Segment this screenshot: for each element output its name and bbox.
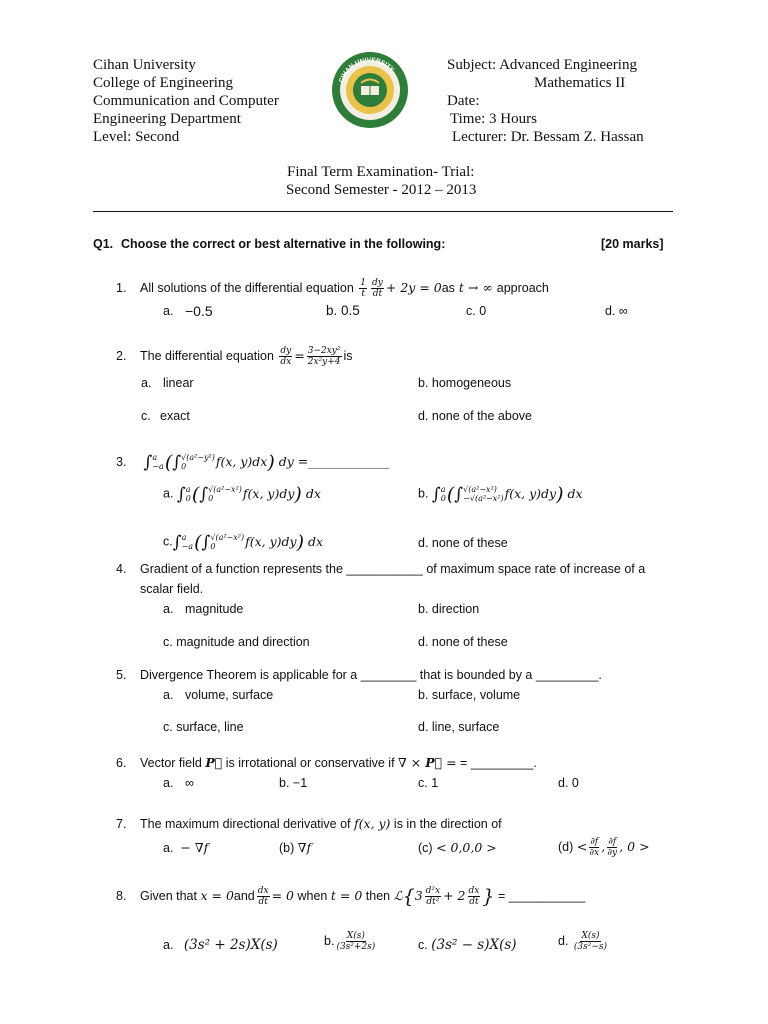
question-text: The differential equation: [140, 348, 274, 363]
option-c[interactable]: c. surface, line: [163, 720, 244, 734]
option-c[interactable]: c. 1: [418, 776, 439, 790]
question-text: All solutions of the differential equation: [140, 280, 354, 295]
question-number: 5.: [116, 668, 127, 682]
math-expression: (3s² + 2s)X(s): [183, 937, 278, 953]
option-b[interactable]: b. direction: [418, 602, 480, 616]
question-7: [116, 816, 502, 831]
date-line: Date:: [447, 93, 480, 109]
question-text-after: approach: [496, 280, 549, 295]
math-integral-expression: ∫ a −a (∫ √(a²−y²) 0 f(x, y)dx) dy: [143, 451, 298, 473]
subject-line: Subject: Advanced Engineering: [447, 57, 637, 73]
option-b[interactable]: [279, 840, 311, 855]
department-line-2: Engineering Department: [93, 111, 241, 127]
university-name: Cihan University: [93, 57, 196, 73]
math-expression: t → ∞: [454, 279, 497, 295]
time-line: Time: 3 Hours: [450, 111, 537, 127]
exam-title: Final Term Examination- Trial:: [287, 164, 475, 180]
option-label: d.: [558, 933, 569, 948]
math-expression: < $\frac{\partial f}{\partial x}$ , $\frac{\partial f}{\partial y}$ , 0 >: [576, 837, 650, 858]
question-8: [116, 886, 585, 907]
option-a[interactable]: [163, 484, 321, 504]
math-fraction: $\frac{1}{t}$: [360, 278, 367, 299]
math-fraction: $\frac{\text{3−2xy²}}{\text{2x²y+4}}$: [307, 346, 341, 367]
question-3: [116, 452, 390, 472]
option-a-value[interactable]: volume, surface: [185, 688, 274, 702]
option-d[interactable]: d. 0: [558, 776, 579, 790]
vector-p: P⃗: [205, 755, 223, 770]
question-number: 7.: [116, 817, 127, 831]
curl-expression: ∇ × P⃗ =: [398, 755, 457, 770]
question-number: 1.: [116, 280, 127, 295]
option-c-value[interactable]: exact: [160, 409, 190, 423]
q1-prompt: Choose the correct or best alternative in the following:: [121, 237, 446, 251]
math-expression: < 0,0,0 >: [436, 840, 497, 855]
option-d[interactable]: d. ∞: [605, 304, 628, 318]
question-text: Gradient of a function represents the ___________ of maximum space rate of increase of a: [140, 562, 646, 576]
option-a[interactable]: [163, 937, 278, 953]
question-text-and: and: [233, 889, 255, 903]
option-label: (b): [279, 841, 295, 855]
question-text-when: when: [297, 889, 328, 903]
option-label: b.: [324, 933, 335, 948]
option-d[interactable]: d. none of these: [418, 635, 508, 649]
header-right: [447, 56, 644, 146]
option-d[interactable]: d. line, surface: [418, 720, 500, 734]
math-fraction: $\frac{dy}{dx}$: [280, 346, 292, 367]
level: Level: Second: [93, 129, 180, 145]
math-integral-expression: ∫ a 0 (∫ √(a²−x²) 0 f(x, y)dy) dx: [176, 483, 321, 505]
option-a-value[interactable]: magnitude: [185, 602, 244, 616]
q1-marks: [20 marks]: [601, 237, 664, 251]
math-fraction: $\frac{X(s)}{\text{(3s²+2s)}}$: [336, 931, 376, 952]
question-text-after: is: [343, 348, 353, 363]
math-fraction: $\frac{X(s)}{\text{(3s²−s)}}$: [573, 931, 608, 952]
question-5: [116, 668, 602, 682]
option-c[interactable]: c. magnitude and direction: [163, 635, 310, 649]
option-a-value[interactable]: ∞: [185, 776, 194, 790]
option-c-label[interactable]: c.: [141, 409, 151, 423]
option-a-label[interactable]: a.: [163, 602, 174, 616]
option-c[interactable]: [418, 840, 497, 855]
question-4: [116, 562, 645, 576]
q1-label: Q1.: [93, 237, 114, 251]
question-6: [116, 755, 537, 770]
option-a-label[interactable]: a.: [141, 376, 152, 390]
question-number: 8.: [116, 889, 127, 903]
option-b[interactable]: b. −1: [279, 776, 308, 790]
option-d[interactable]: d. none of the above: [418, 409, 532, 423]
question-text: Given that: [140, 889, 197, 903]
option-label: c.: [418, 938, 428, 952]
question-text-mid: is irrotational or conservative if: [225, 756, 395, 770]
option-label: a.: [163, 841, 174, 855]
question-text: Divergence Theorem is applicable for a ________ that is bounded by a _________.: [140, 668, 602, 682]
question-2: 2. The differential equation $\frac{dy}{dx}$ = $\frac{\text{3−2xy²}}{\text{2x²y+4}}$ is: [116, 346, 353, 367]
math-fraction: $\frac{dy}{dt}$: [372, 278, 383, 299]
option-d[interactable]: [558, 837, 650, 858]
math-expression: ∇f: [297, 840, 312, 855]
math-expression: f(x, y): [353, 816, 391, 831]
option-label: (d): [558, 840, 574, 854]
question-text: Vector field: [140, 756, 202, 770]
question-number: 6.: [116, 756, 127, 770]
math-expression: + 2y = 0: [385, 279, 442, 295]
option-a-value[interactable]: linear: [163, 376, 194, 390]
semester-line: Second Semester - 2012 – 2013: [286, 182, 477, 198]
blank-line: =_____________: [297, 453, 390, 469]
blank-line: = ___________: [497, 889, 586, 903]
option-a[interactable]: [163, 840, 208, 855]
option-label: c.: [163, 534, 173, 549]
department-line-1: Communication and Computer: [93, 93, 279, 109]
question-4-line-2: scalar field.: [140, 582, 204, 596]
option-d[interactable]: [558, 931, 609, 952]
university-logo: [330, 50, 410, 130]
question-number: 3.: [116, 454, 127, 469]
college-name: College of Engineering: [93, 75, 233, 91]
option-label: a.: [163, 938, 174, 952]
laplace-expression: ℒ{3 $\frac{\text{d²x}}{\text{dt²}}$ + 2 $\frac{dx}{dt}$ }: [393, 885, 495, 908]
question-text-then: then: [365, 889, 391, 903]
lecturer-line: Lecturer: Dr. Bessam Z. Hassan: [452, 129, 644, 145]
math-expression: (3s² − s)X(s): [431, 937, 517, 953]
blank-line: = _________.: [460, 756, 537, 770]
option-b[interactable]: b. 0.5: [326, 303, 360, 318]
math-integral-expression: ∫ a −a (∫ √(a²−x²) 0 f(x, y)dy) dx: [172, 531, 324, 553]
math-integral-expression: ∫ a 0 (∫ √(a²−x²) −√(a²−x²) f(x, y)dy) dx: [431, 483, 583, 505]
math-fraction: $\frac{dx}{dt}$: [257, 886, 269, 908]
question-text: The maximum directional derivative of: [140, 817, 351, 831]
question-number: 2.: [116, 348, 127, 363]
option-b[interactable]: [418, 484, 583, 504]
math-expression: = 0: [271, 888, 295, 903]
question-number: 4.: [116, 562, 127, 576]
option-a-label[interactable]: a.: [163, 776, 174, 790]
option-b[interactable]: [324, 931, 377, 952]
math-expression: t = 0: [330, 888, 363, 903]
option-c[interactable]: [418, 937, 517, 953]
option-a-value[interactable]: −0.5: [185, 303, 213, 319]
option-label: b.: [418, 486, 429, 501]
question-text-after: is in the direction of: [393, 817, 502, 831]
divider-line: [93, 211, 673, 212]
option-b[interactable]: b. homogeneous: [418, 376, 512, 390]
option-c[interactable]: [163, 532, 323, 552]
option-d[interactable]: d. none of these: [418, 536, 508, 550]
header-left: [93, 56, 279, 146]
option-b[interactable]: b. surface, volume: [418, 688, 521, 702]
logo-text: CIHAN UNIVERSITY: [338, 56, 396, 84]
option-label: a.: [163, 486, 174, 501]
math-expression: − ∇f: [180, 840, 209, 855]
option-label: (c): [418, 841, 433, 855]
subject-line-2: Mathematics II: [534, 75, 626, 91]
option-c[interactable]: c. 0: [466, 304, 487, 318]
question-1: 1. All solutions of the differential equation $\frac{1}{t}$ $\frac{dy}{dt}$ + 2y = 0as t → ∞ approach: [116, 278, 549, 299]
math-expression: x = 0: [200, 888, 234, 903]
option-a-label[interactable]: a.: [163, 304, 174, 318]
option-a-label[interactable]: a.: [163, 688, 174, 702]
